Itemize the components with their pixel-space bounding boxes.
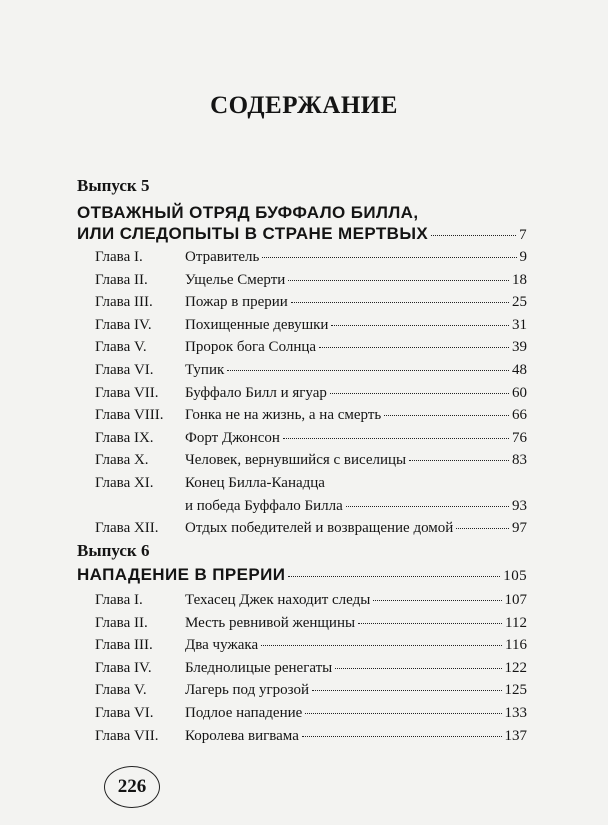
story-title-line: НАПАДЕНИЕ В ПРЕРИИ <box>77 565 286 584</box>
chapter-entry <box>95 705 527 728</box>
chapter-title-row <box>185 615 527 638</box>
chapter-page-number: 116 <box>505 637 527 654</box>
chapter-label: Глава I. <box>95 592 143 608</box>
chapter-label: Глава VII. <box>95 384 159 401</box>
chapter-title: Ущелье Смерти <box>185 271 286 288</box>
dot-leader <box>331 325 509 326</box>
chapter-body <box>185 339 527 362</box>
chapter-label: Глава III. <box>95 294 153 311</box>
chapter-entry <box>95 317 527 340</box>
chapter-title-row <box>185 272 527 295</box>
chapter-page-number: 39 <box>512 339 527 356</box>
chapter-list <box>95 249 527 543</box>
chapter-title: Буффало Билл и ягуар <box>185 384 327 401</box>
chapter-body <box>185 385 527 408</box>
chapter-title-row <box>185 294 527 317</box>
chapter-entry <box>95 339 527 362</box>
chapter-body <box>185 660 527 683</box>
chapter-entry <box>95 592 527 615</box>
chapter-label: Глава VII. <box>95 727 159 744</box>
chapter-page-number: 107 <box>504 592 527 608</box>
story-title-line: ОТВАЖНЫЙ ОТРЯД БУФФАЛО БИЛЛА, <box>77 203 419 222</box>
chapter-title-row <box>185 637 527 660</box>
chapter-label: Глава VIII. <box>95 407 164 424</box>
chapter-title: Конец Билла-Канадца <box>185 474 325 491</box>
chapter-body <box>185 407 527 430</box>
chapter-list <box>95 592 527 750</box>
chapter-title: Человек, вернувшийся с виселицы <box>185 452 407 469</box>
chapter-title: Месть ревнивой женщины <box>185 614 356 631</box>
chapter-title: Гонка не на жизнь, а на смерть <box>185 407 382 424</box>
chapter-entry <box>95 362 527 385</box>
chapter-title: Пожар в прерии <box>185 294 288 311</box>
chapter-body <box>185 249 527 272</box>
dot-leader <box>335 668 501 669</box>
dot-leader <box>305 713 501 714</box>
chapter-label: Глава V. <box>95 339 147 356</box>
dot-leader <box>373 600 501 601</box>
chapter-page-number: 60 <box>512 384 527 401</box>
chapter-title-row <box>185 249 527 272</box>
chapter-entry <box>95 249 527 272</box>
chapter-title: Форт Джонсон <box>185 429 280 446</box>
chapter-body <box>185 272 527 295</box>
issue-label: Выпуск 5 <box>77 176 150 195</box>
chapter-body <box>185 520 527 543</box>
dot-leader <box>346 506 509 507</box>
chapter-label: Глава II. <box>95 614 148 631</box>
chapter-title-row <box>185 682 527 705</box>
chapter-entry <box>95 520 527 543</box>
chapter-label: Глава IX. <box>95 429 154 446</box>
chapter-entry <box>95 682 527 705</box>
chapter-page-number: 137 <box>504 727 527 744</box>
chapter-label: Глава XI. <box>95 474 154 491</box>
dot-leader <box>288 280 509 281</box>
dot-leader <box>262 257 516 258</box>
chapter-title-row <box>185 660 527 683</box>
dot-leader <box>330 393 509 394</box>
chapter-entry <box>95 615 527 638</box>
chapter-title: Тупик <box>185 361 225 378</box>
chapter-page-number: 25 <box>512 294 527 311</box>
dot-leader <box>227 370 509 371</box>
page-title: СОДЕРЖАНИЕ <box>210 92 398 119</box>
chapter-title: Техасец Джек находит следы <box>185 592 371 608</box>
chapter-body <box>185 728 527 751</box>
chapter-entry <box>95 475 527 520</box>
chapter-title-row <box>185 317 527 340</box>
chapter-page-number: 18 <box>512 271 527 288</box>
chapter-label: Глава IV. <box>95 659 152 676</box>
chapter-page-number: 93 <box>512 497 527 514</box>
chapter-title: Бледнолицые ренегаты <box>185 659 333 676</box>
chapter-label: Глава III. <box>95 637 153 654</box>
chapter-entry <box>95 272 527 295</box>
chapter-page-number: 48 <box>512 361 527 378</box>
chapter-label: Глава II. <box>95 271 148 288</box>
chapter-entry <box>95 728 527 751</box>
chapter-title: Похищенные девушки <box>185 316 329 333</box>
dot-leader <box>409 460 509 461</box>
chapter-label: Глава IV. <box>95 316 152 333</box>
dot-leader <box>312 690 501 691</box>
chapter-body <box>185 430 527 453</box>
chapter-title-row <box>185 520 527 543</box>
story-page-number: 105 <box>503 568 527 584</box>
chapter-title: Пророк бога Солнца <box>185 339 317 356</box>
chapter-title: и победа Буффало Билла <box>185 497 343 514</box>
chapter-title-row <box>185 498 527 521</box>
chapter-title-row <box>185 385 527 408</box>
chapter-body <box>185 592 527 615</box>
chapter-entry <box>95 452 527 475</box>
chapter-label: Глава V. <box>95 682 147 699</box>
chapter-title: Отравитель <box>185 249 260 265</box>
chapter-body <box>185 452 527 475</box>
story-page-number: 7 <box>519 227 527 243</box>
chapter-body <box>185 637 527 660</box>
dot-leader <box>384 415 509 416</box>
chapter-title-row <box>185 728 527 751</box>
dot-leader <box>283 438 509 439</box>
chapter-title-row <box>185 452 527 475</box>
chapter-body <box>185 317 527 340</box>
dot-leader <box>291 302 509 303</box>
chapter-body <box>185 682 527 705</box>
chapter-page-number: 112 <box>505 614 527 631</box>
chapter-entry <box>95 385 527 408</box>
chapter-title-row <box>185 705 527 728</box>
chapter-page-number: 31 <box>512 316 527 333</box>
chapter-body <box>185 475 527 520</box>
chapter-body <box>185 362 527 385</box>
chapter-label: Глава XII. <box>95 520 159 537</box>
chapter-body <box>185 615 527 638</box>
dot-leader <box>288 576 500 577</box>
chapter-title-row <box>185 430 527 453</box>
chapter-entry <box>95 407 527 430</box>
page-number-badge: 226 <box>104 766 160 808</box>
chapter-body <box>185 294 527 317</box>
chapter-entry <box>95 637 527 660</box>
chapter-title-row <box>185 362 527 385</box>
chapter-title: Два чужака <box>185 637 259 654</box>
chapter-label: Глава X. <box>95 452 149 469</box>
chapter-body <box>185 705 527 728</box>
chapter-page-number: 122 <box>504 659 527 676</box>
chapter-page-number: 9 <box>519 249 527 265</box>
chapter-entry <box>95 430 527 453</box>
chapter-title: Подлое нападение <box>185 704 303 721</box>
dot-leader <box>302 736 502 737</box>
dot-leader <box>261 645 502 646</box>
chapter-page-number: 76 <box>512 429 527 446</box>
story-title-line: ИЛИ СЛЕДОПЫТЫ В СТРАНЕ МЕРТВЫХ <box>77 224 429 243</box>
dot-leader <box>431 235 516 236</box>
dot-leader <box>319 347 509 348</box>
chapter-title-row <box>185 407 527 430</box>
chapter-title-row <box>185 592 527 615</box>
chapter-title: Отдых победителей и возвращение домой <box>185 520 454 537</box>
chapter-label: Глава VI. <box>95 361 154 378</box>
dot-leader <box>358 623 502 624</box>
chapter-label: Глава VI. <box>95 704 154 721</box>
chapter-title: Лагерь под угрозой <box>185 682 310 699</box>
issue-label: Выпуск 6 <box>77 541 150 560</box>
story-title <box>77 203 527 245</box>
story-title <box>77 565 527 586</box>
chapter-page-number: 83 <box>512 452 527 469</box>
chapter-page-number: 125 <box>504 682 527 699</box>
chapter-entry <box>95 294 527 317</box>
chapter-page-number: 133 <box>504 704 527 721</box>
chapter-entry <box>95 660 527 683</box>
chapter-label: Глава I. <box>95 249 143 265</box>
chapter-title: Королева вигвама <box>185 727 299 744</box>
chapter-title-row <box>185 339 527 362</box>
dot-leader <box>456 528 509 529</box>
chapter-page-number: 97 <box>512 520 527 537</box>
chapter-title-row <box>185 475 527 498</box>
chapter-page-number: 66 <box>512 407 527 424</box>
